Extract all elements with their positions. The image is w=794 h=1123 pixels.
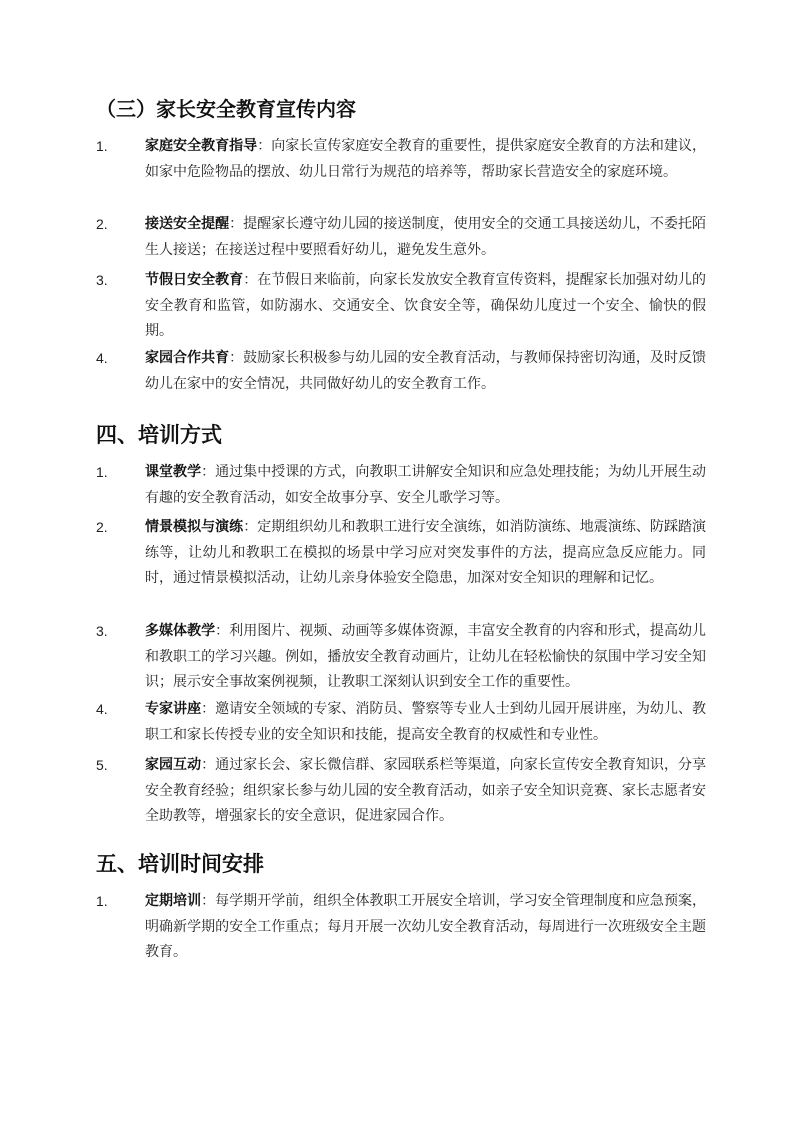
list-number: 3. (96, 272, 108, 288)
list-item (96, 515, 706, 592)
list-item-body (145, 268, 706, 345)
list-item-body (145, 697, 706, 748)
item-text: ：在节假日来临前，向家长发放安全教育宣传资料，提醒家长加强对幼儿的安全教育和监管，如防溺水、交通安全、饮食安全等，确保幼儿度过一个安全、愉快的假期。 (145, 272, 707, 339)
item-text: ：通过家长会、家长微信群、家园联系栏等渠道，向家长宣传安全教育知识，分享安全教育经验；组织家长参与幼儿园的安全教育活动，如亲子安全知识竞赛、家长志愿者安全助教等，增强家长的安全意识，促进家园合作。 (145, 757, 707, 824)
list-number: 5. (96, 757, 108, 773)
item-label: 家园互动 (145, 757, 202, 773)
item-label: 节假日安全教育 (145, 272, 244, 288)
list-item (96, 697, 706, 748)
list-number: 4. (96, 350, 108, 366)
list-number: 3. (96, 623, 108, 639)
list-number: 4. (96, 701, 108, 717)
list-item-body (145, 134, 706, 185)
list-number: 1. (96, 893, 108, 909)
section-title-parent-safety: （三）家长安全教育宣传内容 (96, 97, 356, 121)
list-item (96, 460, 706, 511)
list-number: 2. (96, 216, 108, 232)
list-item (96, 134, 706, 185)
list-item (96, 619, 706, 696)
list-item-body (145, 619, 706, 696)
list-item (96, 268, 706, 345)
list-item (96, 889, 706, 966)
item-text: ：利用图片、视频、动画等多媒体资源，丰富安全教育的内容和形式，提高幼儿和教职工的学习兴趣。例如，播放安全教育动画片，让幼儿在轻松愉快的氛围中学习安全知识；展示安全事故案例视频，让教职工深刻认识到安全工作的重要性。 (145, 623, 707, 690)
item-text: ：每学期开学前，组织全体教职工开展安全培训，学习安全管理制度和应急预案，明确新学期的安全工作重点；每月开展一次幼儿安全教育活动，每周进行一次班级安全主题教育。 (145, 893, 707, 960)
item-label: 接送安全提醒 (145, 216, 230, 232)
list-item-body (145, 889, 706, 966)
item-text: ：邀请安全领域的专家、消防员、警察等专业人士到幼儿园开展讲座，为幼儿、教职工和家长传授专业的安全知识和技能，提高安全教育的权威性和专业性。 (145, 701, 707, 743)
list-number: 2. (96, 519, 108, 535)
item-text: ：鼓励家长积极参与幼儿园的安全教育活动，与教师保持密切沟通，及时反馈幼儿在家中的安全情况，共同做好幼儿的安全教育工作。 (145, 350, 707, 392)
item-text: ：通过集中授课的方式，向教职工讲解安全知识和应急处理技能；为幼儿开展生动有趣的安全教育活动，如安全故事分享、安全儿歌学习等。 (145, 464, 707, 506)
item-label: 多媒体教学 (145, 623, 216, 639)
list-item-body (145, 212, 706, 263)
list-number: 1. (96, 464, 108, 480)
list-item (96, 753, 706, 830)
section-title-training-methods: 四、培训方式 (96, 423, 222, 447)
list-item (96, 212, 706, 263)
list-item-body (145, 515, 706, 592)
item-text: ：向家长宣传家庭安全教育的重要性，提供家庭安全教育的方法和建议，如家中危险物品的摆放、幼儿日常行为规范的培养等，帮助家长营造安全的家庭环境。 (145, 138, 707, 180)
item-label: 课堂教学 (145, 464, 202, 480)
item-text: ：提醒家长遵守幼儿园的接送制度，使用安全的交通工具接送幼儿，不委托陌生人接送；在接送过程中要照看好幼儿，避免发生意外。 (145, 216, 707, 258)
list-item-body (145, 346, 706, 397)
list-number: 1. (96, 138, 108, 154)
list-item-body (145, 460, 706, 511)
item-label: 家庭安全教育指导 (145, 138, 258, 154)
item-text: ：定期组织幼儿和教职工进行安全演练，如消防演练、地震演练、防踩踏演练等，让幼儿和教职工在模拟的场景中学习应对突发事件的方法，提高应急反应能力。同时，通过情景模拟活动，让幼儿亲身体验安全隐患，加深对安全知识的理解和记忆。 (145, 519, 707, 586)
item-label: 专家讲座 (145, 701, 202, 717)
list-item (96, 346, 706, 397)
list-item-body (145, 753, 706, 830)
section-title-training-schedule: 五、培训时间安排 (96, 852, 264, 876)
item-label: 家园合作共育 (145, 350, 230, 366)
item-label: 定期培训 (145, 893, 202, 909)
item-label: 情景模拟与演练 (145, 519, 244, 535)
